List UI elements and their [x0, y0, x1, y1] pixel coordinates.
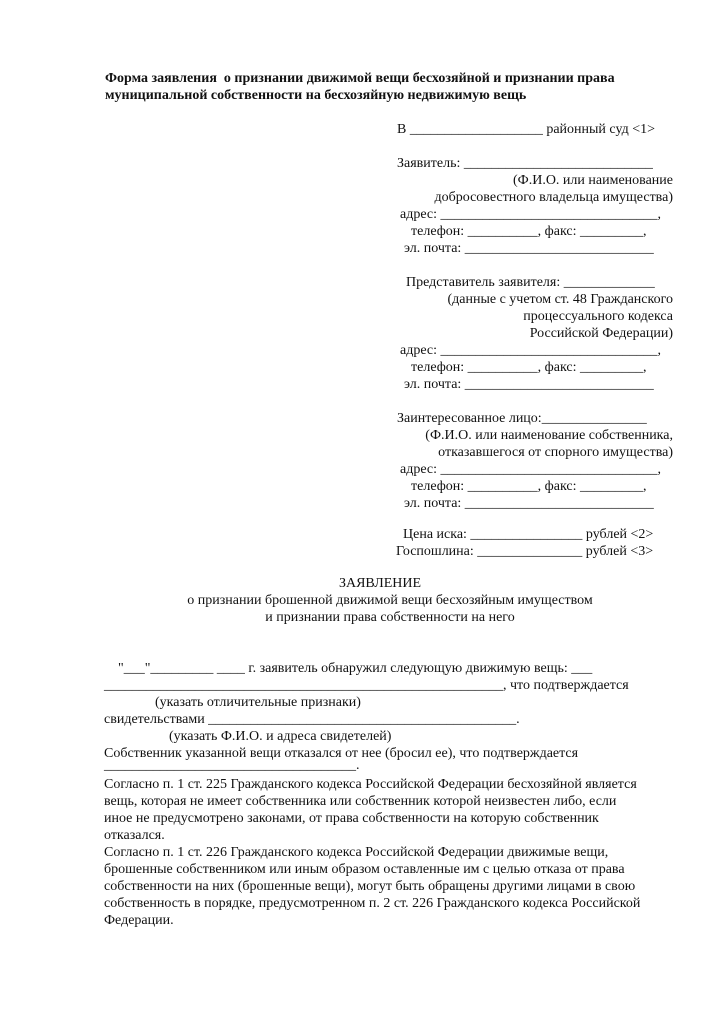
law-line-2: вещь, которая не имеет собственника или собственник которой неизвестен либо, если	[104, 794, 617, 809]
form-title-line-2: муниципальной собственности на бесхозяйную недвижимую вещь	[105, 88, 527, 103]
law-line-9: Федерации.	[104, 913, 174, 928]
claim-price: Цена иска: ________________ рублей <2>	[403, 527, 654, 542]
body-note-witnesses: (указать Ф.И.О. и адреса свидетелей)	[169, 729, 392, 744]
interested-party-address: адрес: _______________________________,	[400, 462, 662, 477]
representative-line: Представитель заявителя: _____________	[406, 275, 655, 290]
statement-subtitle-2: и признании права собственности на него	[265, 610, 515, 625]
statement-title: ЗАЯВЛЕНИЕ	[338, 576, 422, 591]
law-line-7: собственности на них (брошенные вещи), могут быть обращены другими лицами в свою	[104, 879, 636, 894]
applicant-email: эл. почта: ___________________________	[404, 241, 654, 256]
state-duty: Госпошлина: _______________ рублей <3>	[396, 544, 654, 559]
body-note-features: (указать отличительные признаки)	[155, 695, 361, 710]
law-line-5: Согласно п. 1 ст. 226 Гражданского кодекса Российской Федерации движимые вещи,	[104, 845, 609, 860]
applicant-note-1: (Ф.И.О. или наименование	[512, 173, 673, 188]
interested-party-email: эл. почта: ___________________________	[404, 496, 654, 511]
interested-party-line: Заинтересованное лицо:_______________	[397, 411, 647, 426]
applicant-address: адрес: _______________________________,	[400, 207, 662, 222]
applicant-line: Заявитель: ___________________________	[397, 156, 653, 171]
law-line-8: собственность в порядке, предусмотренном п. 2 ст. 226 Гражданского кодекса Российской	[104, 896, 641, 911]
representative-address: адрес: _______________________________,	[400, 343, 662, 358]
applicant-phone: телефон: __________, факс: _________,	[411, 224, 647, 239]
law-line-1: Согласно п. 1 ст. 225 Гражданского кодекса Российской Федерации бесхозяйной является	[104, 777, 637, 792]
interested-party-phone: телефон: __________, факс: _________,	[411, 479, 647, 494]
law-line-4: отказался.	[104, 828, 165, 843]
interested-party-note-1: (Ф.И.О. или наименование собственника,	[425, 428, 673, 443]
applicant-note-2: добросовестного владельца имущества)	[434, 190, 673, 205]
representative-note-3: Российской Федерации)	[529, 326, 673, 341]
body-line-witnesses: свидетельствами ____________________________________________.	[104, 712, 520, 727]
form-title-line-1: Форма заявления о признании движимой вещи бесхозяйной и признании права	[105, 71, 615, 86]
representative-phone: телефон: __________, факс: _________,	[411, 360, 647, 375]
law-line-6: брошенные собственником или иным образом оставленные им с целью отказа от права	[104, 862, 625, 877]
law-line-3: иное не предусмотрено законами, от права собственности на которую собственник	[104, 811, 599, 826]
body-line-1: "___"_________ ____ г. заявитель обнаружил следующую движимую вещь: ___	[118, 661, 593, 676]
representative-note-1: (данные с учетом ст. 48 Гражданского	[447, 292, 673, 307]
body-line-blank: ____________________________________.	[104, 758, 360, 773]
body-line-owner: Собственник указанной вещи отказался от нее (бросил ее), что подтверждается	[104, 746, 579, 761]
representative-note-2: процессуального кодекса	[523, 309, 673, 324]
interested-party-note-2: отказавшегося от спорного имущества)	[438, 445, 673, 460]
court-line: В ___________________ районный суд <1>	[397, 122, 655, 137]
statement-subtitle-1: о признании брошенной движимой вещи бесхозяйным имуществом	[187, 593, 593, 608]
representative-email: эл. почта: ___________________________	[404, 377, 654, 392]
body-line-2: _________________________________________________________, что подтверждается	[104, 678, 629, 693]
